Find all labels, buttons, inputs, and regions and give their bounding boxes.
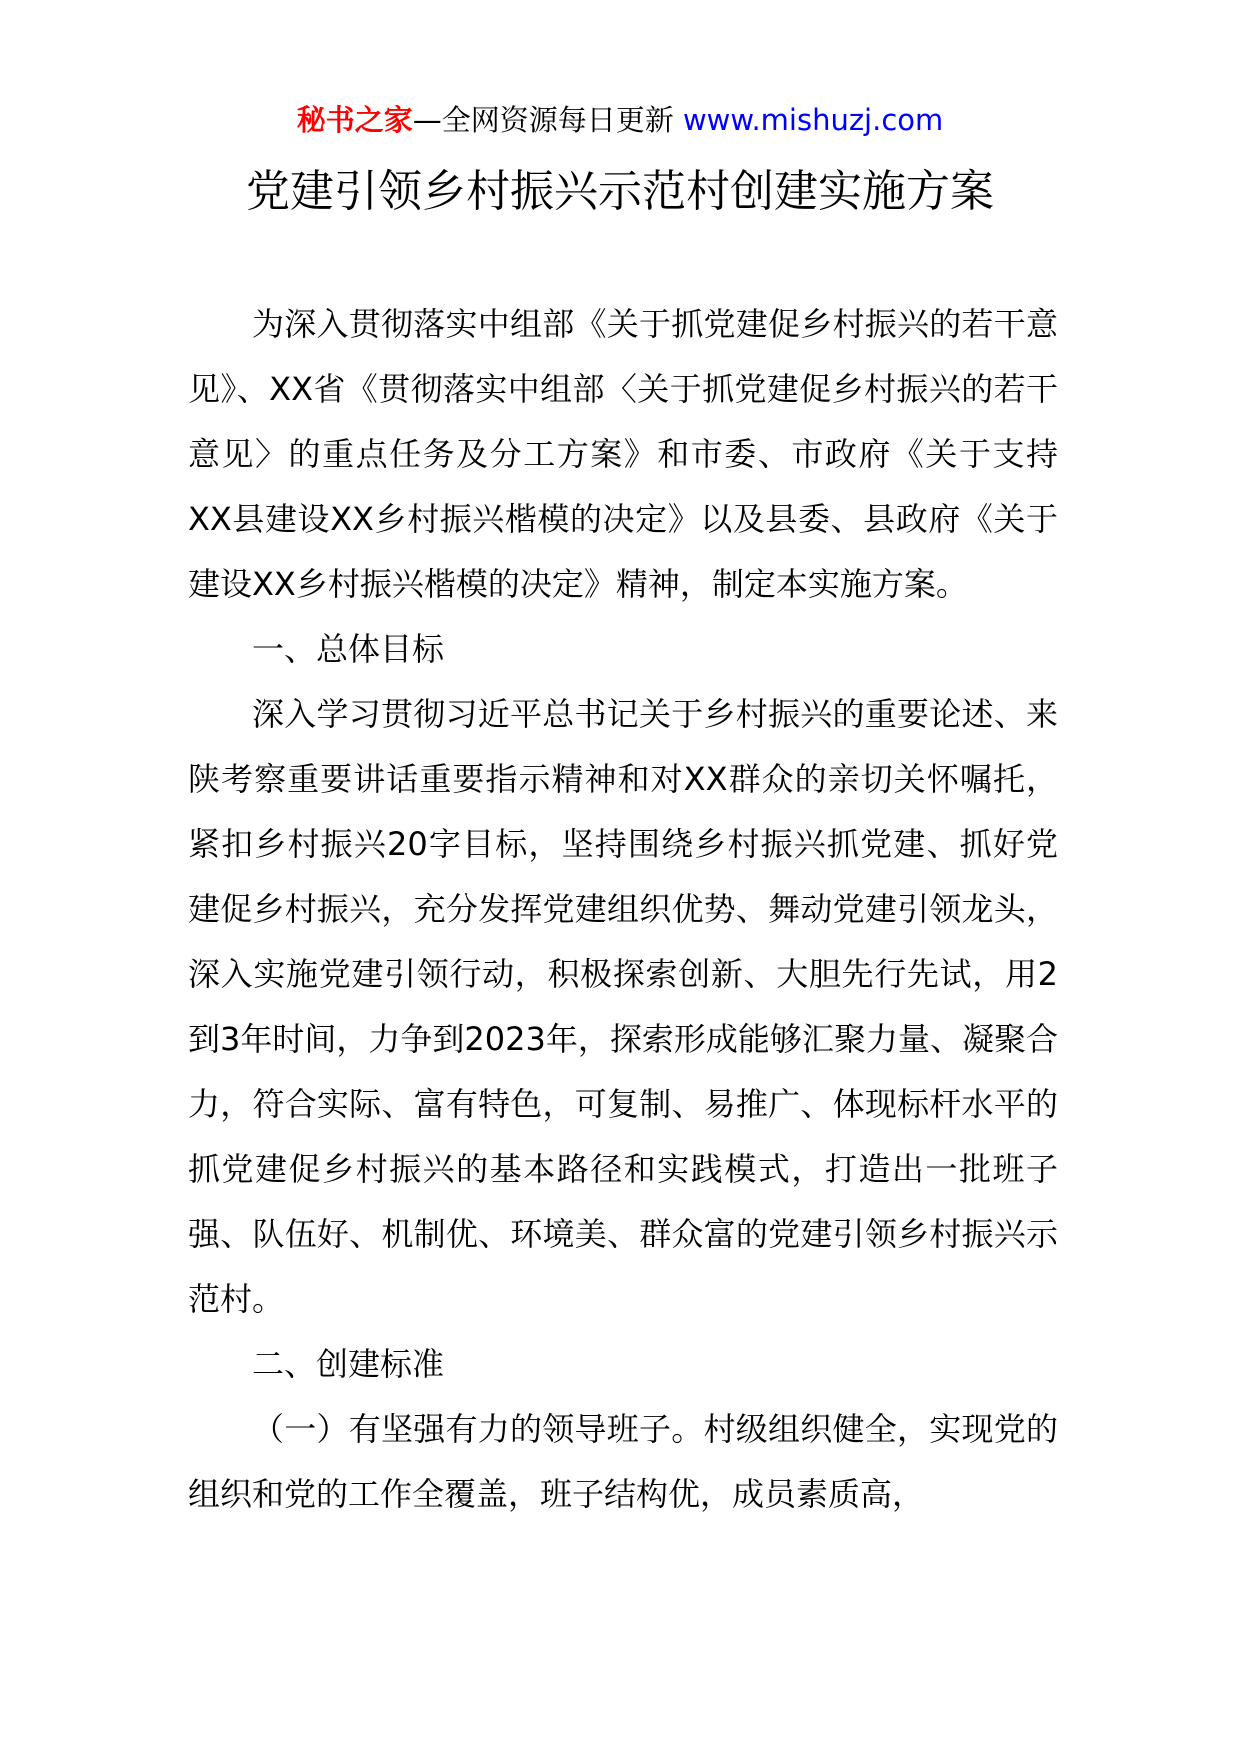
document-body: [188, 292, 1058, 1527]
document-title: 党建引领乡村振兴示范村创建实施方案: [246, 166, 994, 217]
header-tagline: —全网资源每日更新: [412, 103, 683, 137]
intro-paragraph: 为深入贯彻落实中组部《关于抓党建促乡村振兴的若干意见》、XX省《贯彻落实中组部〈关于抓党建促乡村振兴的若干意见〉的重点任务及分工方案》和市委、市政府《关于支持XX县建设XX乡村振兴楷模的决定》以及县委、县政府《关于建设XX乡村振兴楷模的决定》精神，制定本实施方案。: [188, 305, 1058, 603]
goal-paragraph: 深入学习贯彻习近平总书记关于乡村振兴的重要论述、来陕考察重要讲话重要指示精神和对XX群众的亲切关怀嘱托，紧扣乡村振兴20字目标，坚持围绕乡村振兴抓党建、抓好党建促乡村振兴，充分发挥党建组织优势、舞动党建引领龙头，深入实施党建引领行动，积极探索创新、大胆先行先试，用2到3年时间，力争到2023年，探索形成能够汇聚力量、凝聚合力，符合实际、富有特色，可复制、易推广、体现标杆水平的抓党建促乡村振兴的基本路径和实践模式，打造出一批班子强、队伍好、机制优、环境美、群众富的党建引领乡村振兴示范村。: [188, 695, 1058, 1318]
section-heading-overall-goal: 一、总体目标: [252, 630, 445, 668]
watermark-header: [0, 100, 1240, 140]
standard-paragraph-1: （一）有坚强有力的领导班子。村级组织健全，实现党的组织和党的工作全覆盖，班子结构优，成员素质高，: [188, 1410, 1058, 1513]
header-url-link[interactable]: www.mishuzj.com: [682, 103, 944, 137]
section-heading-standards: 二、创建标准: [252, 1345, 445, 1383]
header-brand: 秘书之家: [296, 103, 413, 137]
